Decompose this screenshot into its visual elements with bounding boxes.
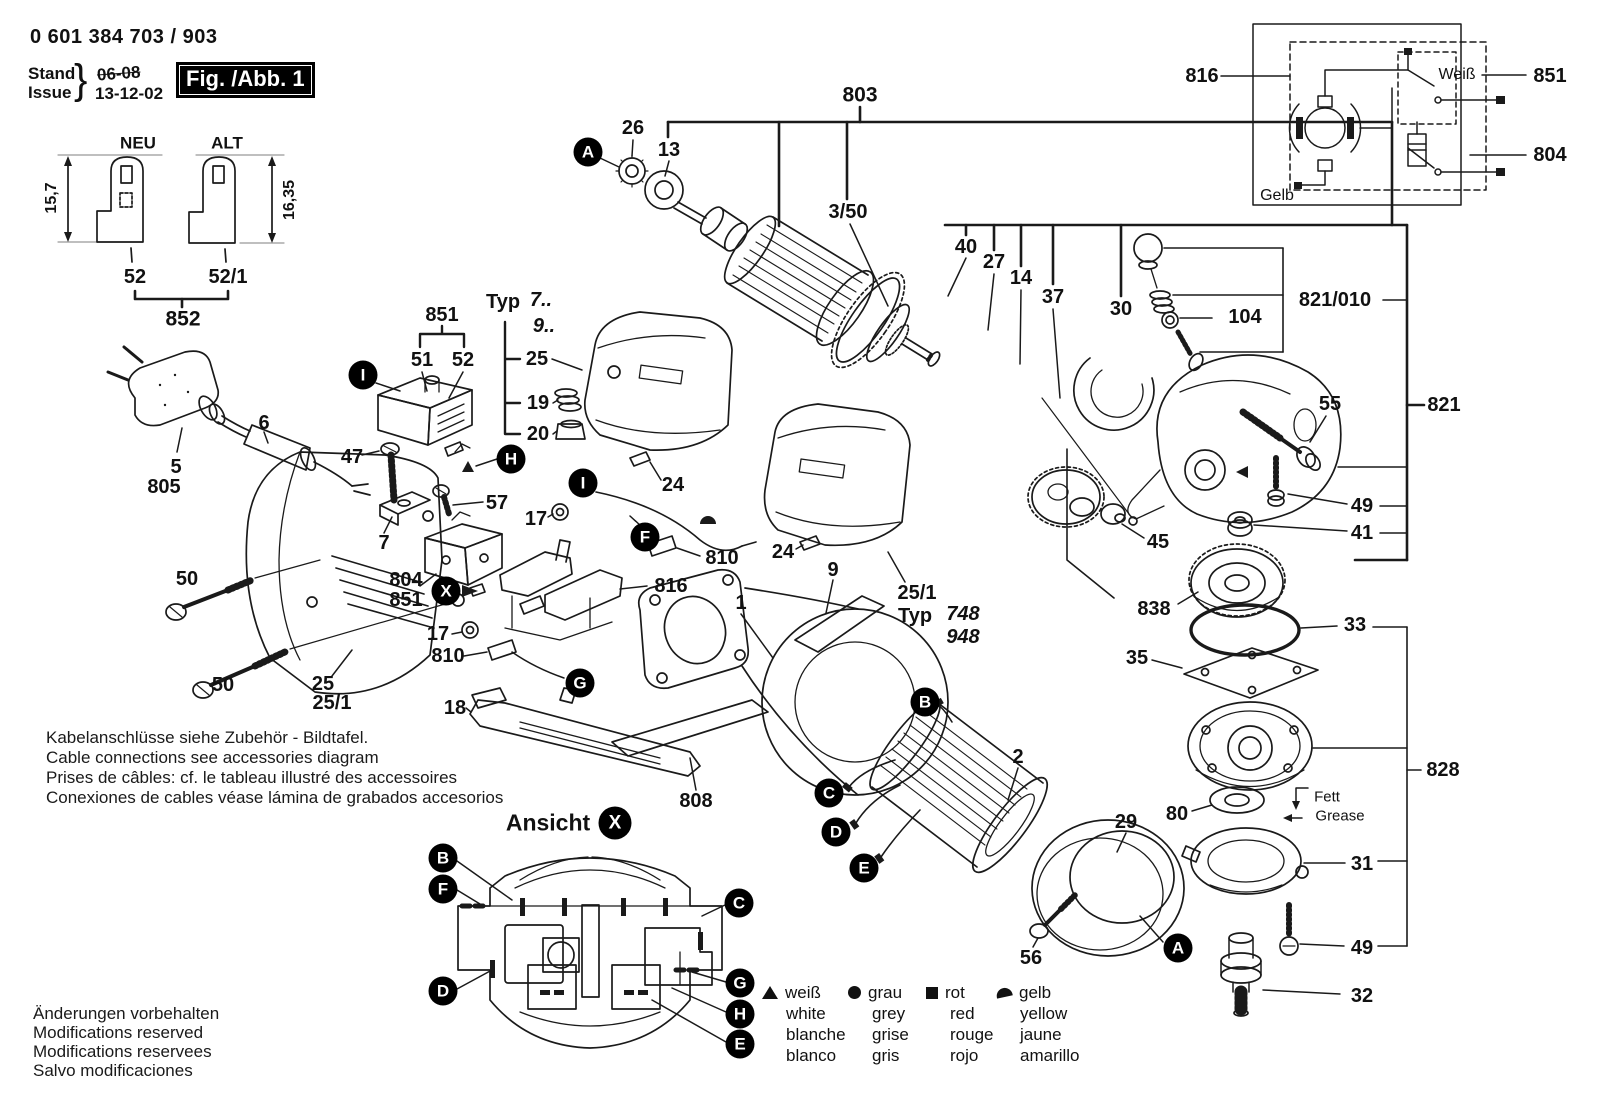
part-label-14: 14 [1009, 267, 1033, 289]
brush-holder-cluster [452, 492, 756, 678]
part-label-80: 80 [1165, 803, 1189, 825]
legend-term: yellow [1020, 1004, 1068, 1023]
legend-term: gelb [1019, 983, 1052, 1002]
part-label-25-1: 25/1 [897, 582, 937, 604]
legend-row [762, 982, 846, 1003]
part-label-45: 45 [1146, 531, 1170, 553]
callout-x: X [432, 577, 461, 606]
part-label-49: 49 [1350, 495, 1374, 517]
part-label-838: 838 [1137, 598, 1171, 620]
part-label-17: 17 [524, 508, 548, 530]
legend-term: grey [872, 1004, 906, 1023]
legend-term: rot [945, 983, 965, 1002]
part-label-6: 6 [258, 412, 270, 434]
part-label-808: 808 [679, 790, 713, 812]
legend-term: grau [868, 983, 903, 1002]
bracket-803 [668, 107, 1424, 563]
part-label-57: 57 [485, 492, 509, 514]
part-label-41: 41 [1350, 522, 1374, 544]
part-label-31: 31 [1350, 853, 1374, 875]
part-label-30: 30 [1109, 298, 1133, 320]
legend-term: blanche [786, 1025, 846, 1044]
cable-note-line: Cable connections see accessories diagram [46, 748, 379, 767]
legend-col-gelb [996, 982, 1080, 1066]
part-label-gelb: Gelb [1260, 187, 1294, 204]
callout-a: A [574, 138, 603, 167]
modification-note-line: Modifications reservees [33, 1042, 212, 1061]
legend-term: rouge [950, 1025, 994, 1044]
part-label-1: 1 [735, 592, 747, 614]
ansicht-x-view [457, 857, 726, 1048]
callout-g: G [726, 969, 755, 998]
brace-glyph: } [74, 56, 88, 104]
part-number: 0 601 384 703 / 903 [30, 26, 218, 48]
part-label-851: 851 [1533, 65, 1567, 87]
callout-c: C [815, 779, 844, 808]
callout-h: H [726, 1000, 755, 1029]
spindle-stack [1152, 605, 1421, 1016]
part-label-20: 20 [526, 423, 550, 445]
modification-note-line: Modifications reserved [33, 1023, 204, 1042]
legend-col-rot [926, 982, 993, 1066]
part-label-3-50: 3/50 [828, 201, 868, 223]
legend-term: jaune [1020, 1025, 1062, 1044]
cable-note-line: Conexiones de cables véase lámina de grabados accesorios [46, 788, 504, 807]
part-label-35: 35 [1125, 647, 1149, 669]
part-label-33: 33 [1343, 614, 1367, 636]
part-label-810: 810 [431, 645, 465, 667]
part-label-828: 828 [1426, 759, 1460, 781]
part-label-24: 24 [661, 474, 685, 496]
part-label-9-: 9.. [532, 315, 556, 337]
callout-d: D [822, 818, 851, 847]
part-label-52: 52 [451, 349, 475, 371]
switch-module-851 [376, 326, 497, 472]
part-label-40: 40 [954, 236, 978, 258]
modification-note-line: Salvo modificaciones [33, 1061, 193, 1080]
callout-i: I [349, 361, 378, 390]
part-label-52-1: 52/1 [208, 266, 248, 288]
bracket-852-inset [58, 155, 284, 307]
part-label-851: 851 [389, 589, 423, 611]
part-label-wei-: Weiß [1438, 66, 1476, 83]
part-label-7: 7 [378, 532, 390, 554]
callout-i: I [569, 469, 598, 498]
wiring-diagram-inset [1221, 24, 1526, 205]
figure-title-box: Fig. /Abb. 1 [176, 62, 315, 98]
part-label-37: 37 [1041, 286, 1065, 308]
stand-label: Stand [28, 64, 76, 83]
part-label-803: 803 [842, 83, 878, 107]
legend-term: amarillo [1020, 1046, 1080, 1065]
callout-f: F [631, 523, 660, 552]
issue-date-new: 13-12-02 [95, 84, 164, 103]
part-label-851: 851 [425, 304, 459, 326]
legend-term: gris [872, 1046, 900, 1065]
part-label-19: 19 [526, 392, 550, 414]
legend-row [848, 982, 909, 1003]
part-label-7-: 7.. [529, 289, 553, 311]
callout-e: E [850, 854, 879, 883]
part-label-24: 24 [771, 541, 795, 563]
part-label-typ: Typ [485, 291, 521, 313]
leaders-armature-group [600, 140, 1060, 398]
legend-col-weiß [762, 982, 846, 1066]
motor-cover-left [166, 452, 464, 698]
part-label-49: 49 [1350, 937, 1374, 959]
part-label-27: 27 [982, 251, 1006, 273]
ansicht-view-title: Ansicht [505, 809, 591, 836]
part-label-16-35: 16,35 [281, 179, 298, 221]
part-label-52: 52 [123, 266, 147, 288]
part-label-2: 2 [1012, 746, 1024, 768]
part-label-804: 804 [389, 569, 423, 591]
part-label-816: 816 [1185, 65, 1219, 87]
cable-note-line: Kabelanschlüsse siehe Zubehör - Bildtafel. [46, 728, 369, 747]
part-label-32: 32 [1350, 985, 1374, 1007]
part-label-748: 748 [946, 603, 980, 625]
protection-cover [1030, 820, 1184, 956]
part-label-29: 29 [1114, 811, 1138, 833]
part-label-810: 810 [705, 547, 739, 569]
square-marker-icon [926, 987, 938, 999]
part-label-821: 821 [1427, 394, 1461, 416]
part-label-104: 104 [1228, 306, 1262, 328]
part-label-grease: Grease [1315, 807, 1365, 825]
part-label-852: 852 [165, 307, 201, 331]
part-label-50: 50 [211, 674, 235, 696]
callout-h: H [497, 445, 526, 474]
part-label-55: 55 [1318, 393, 1342, 415]
legend-term: weiß [785, 983, 821, 1002]
callout-e: E [726, 1030, 755, 1059]
cable-note-line: Prises de câbles: cf. le tableau illustré des accessoires [46, 768, 458, 787]
circle-marker-icon [848, 986, 861, 999]
part-label-804: 804 [1533, 144, 1567, 166]
legend-term: grise [872, 1025, 909, 1044]
callout-a: A [1164, 934, 1193, 963]
part-label-25-1: 25/1 [312, 692, 352, 714]
callout-d: D [429, 977, 458, 1006]
part-label-47: 47 [340, 446, 364, 468]
power-cord-assembly [108, 347, 370, 498]
part-label-18: 18 [443, 697, 467, 719]
stator-assembly [842, 693, 1058, 881]
modification-note-line: Änderungen vorbehalten [33, 1004, 220, 1023]
half-disc-marker-icon [995, 986, 1013, 998]
legend-col-grau [848, 982, 909, 1066]
part-label-17: 17 [426, 623, 450, 645]
part-label-13: 13 [657, 139, 681, 161]
part-label-alt: ALT [211, 133, 243, 153]
gear-housing [1042, 234, 1407, 536]
triangle-marker-icon [762, 986, 778, 999]
part-label-26: 26 [621, 117, 645, 139]
part-label-25: 25 [311, 673, 335, 695]
legend-term: blanco [786, 1046, 837, 1065]
legend-row [926, 982, 993, 1003]
callout-b: B [429, 844, 458, 873]
callout-f: F [429, 875, 458, 904]
cable-connection-notes [46, 728, 503, 808]
issue-date-old: 06-08 [96, 62, 142, 85]
issue-label: Issue [28, 83, 72, 102]
legend-row [996, 982, 1080, 1003]
part-label-56: 56 [1019, 947, 1043, 969]
part-label-neu: NEU [120, 133, 156, 153]
legend-term: rojo [950, 1046, 979, 1065]
part-label-9: 9 [827, 559, 839, 581]
legend-term: red [950, 1004, 975, 1023]
callout-g: G [566, 669, 595, 698]
part-label-805: 805 [147, 476, 181, 498]
callout-b: B [911, 688, 940, 717]
callout-x: X [599, 807, 632, 840]
part-label-948: 948 [946, 626, 980, 648]
legend-term: white [786, 1004, 826, 1023]
part-label-821-010: 821/010 [1298, 289, 1372, 311]
part-label-816: 816 [654, 575, 688, 597]
callout-c: C [725, 889, 754, 918]
field-housing [466, 570, 948, 795]
part-label-typ: Typ [897, 605, 933, 627]
part-label-51: 51 [410, 349, 434, 371]
part-label-fett: Fett [1314, 788, 1340, 806]
part-label-25: 25 [525, 348, 549, 370]
part-label-50: 50 [175, 568, 199, 590]
stand-issue-label [28, 64, 75, 102]
modifications-notes [33, 1004, 219, 1080]
part-label-5: 5 [170, 456, 182, 478]
part-label-15-7: 15,7 [43, 182, 60, 214]
